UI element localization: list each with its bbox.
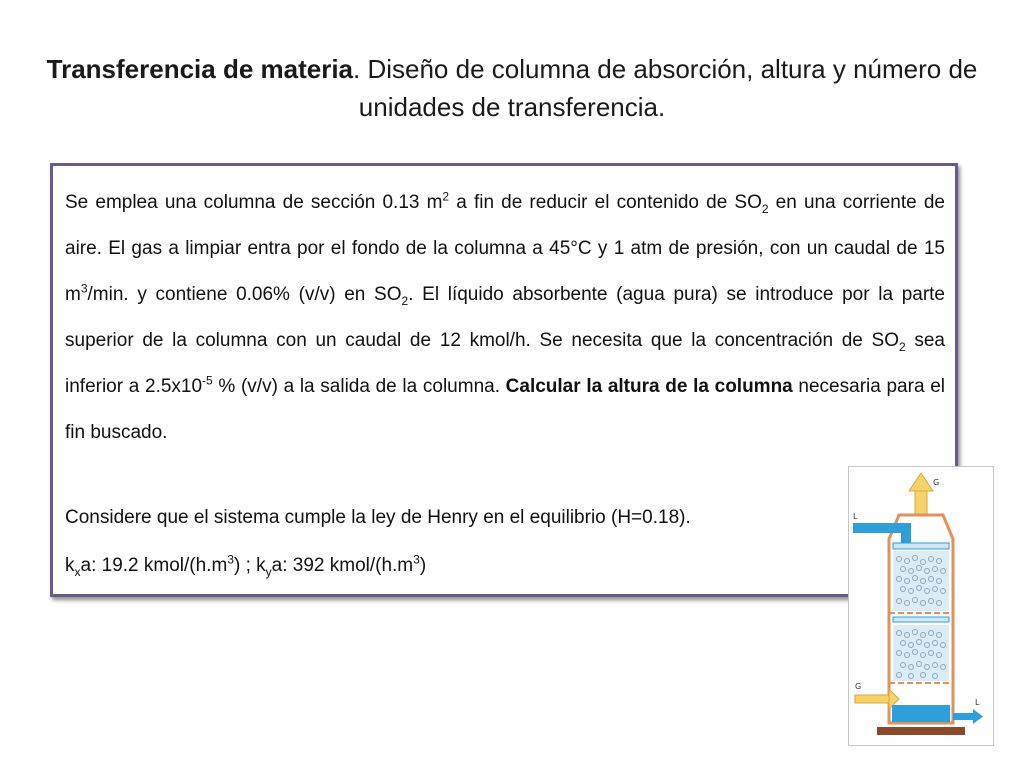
superscript: -5 (202, 373, 213, 388)
superscript: 2 (442, 189, 450, 204)
redistributor (893, 617, 949, 622)
text-segment: sea inferior a 2.5x10 (65, 330, 945, 397)
text-segment: necesaria para el fin buscado. (65, 376, 945, 443)
column-base (877, 727, 965, 735)
text-segment: % (v/v) a la salida de la columna. (212, 376, 506, 397)
text-segment: a: 19.2 kmol/(h.m (80, 555, 228, 576)
gas-inlet-pipe (855, 695, 893, 703)
text-segment: a fin de reducir el contenido de SO (449, 192, 762, 213)
subscript: 2 (401, 293, 409, 308)
subscript: 2 (898, 339, 906, 354)
absorption-column-figure (848, 466, 994, 746)
superscript: 3 (413, 552, 420, 567)
label-g-bottom: G (855, 682, 862, 691)
superscript: 3 (227, 552, 234, 567)
bold-instruction: Calcular la altura de la columna (505, 376, 793, 397)
title-rest: . Diseño de columna de absorción, altura y número de unidades de transferencia. (353, 54, 978, 122)
gas-outlet-pipe (915, 489, 927, 515)
title-bold: Transferencia de materia (46, 54, 354, 84)
subscript: y (265, 564, 272, 579)
text-segment: ) (419, 555, 427, 576)
gas-outlet-arrow-icon (909, 473, 933, 491)
text-segment: ) ; k (233, 555, 266, 576)
label-g-top: G (933, 478, 940, 487)
label-l-bottom: L (975, 698, 980, 707)
henry-condition: Considere que el sistema cumple la ley de Henry en el equilibrio (H=0.18). (65, 507, 691, 528)
liquid-pool (892, 705, 950, 722)
text-segment: k (65, 555, 75, 576)
liquid-distributor (893, 543, 949, 549)
problem-box (50, 163, 958, 597)
liquid-outlet-arrow-icon (973, 709, 983, 724)
problem-statement (65, 180, 945, 456)
page-title (40, 50, 984, 126)
mass-transfer-coefficients (65, 554, 945, 578)
label-l-top: L (853, 512, 858, 521)
text-segment: /min. y contiene 0.06% (v/v) en SO (87, 284, 402, 305)
liquid-inlet-elbow (901, 523, 911, 543)
superscript: 3 (80, 281, 88, 296)
liquid-inlet-pipe (853, 523, 909, 533)
text-segment: en una corriente de aire. El gas a limpiar entra por el fondo de la columna a 45°C y 1 atm de presión, con un caudal de 15 m (65, 192, 945, 305)
column-diagram (849, 467, 993, 745)
subscript: 2 (761, 201, 769, 216)
text-segment: Se emplea una columna de sección 0.13 m (65, 192, 443, 213)
subscript: x (74, 564, 81, 579)
text-segment: . El líquido absorbente (agua pura) se introduce por la parte superior de la columna con un caudal de 12 kmol/h. Se necesita que la concentración de SO (65, 284, 945, 351)
liquid-outlet-pipe (953, 713, 975, 720)
text-segment: a: 392 kmol/(h.m (271, 555, 414, 576)
